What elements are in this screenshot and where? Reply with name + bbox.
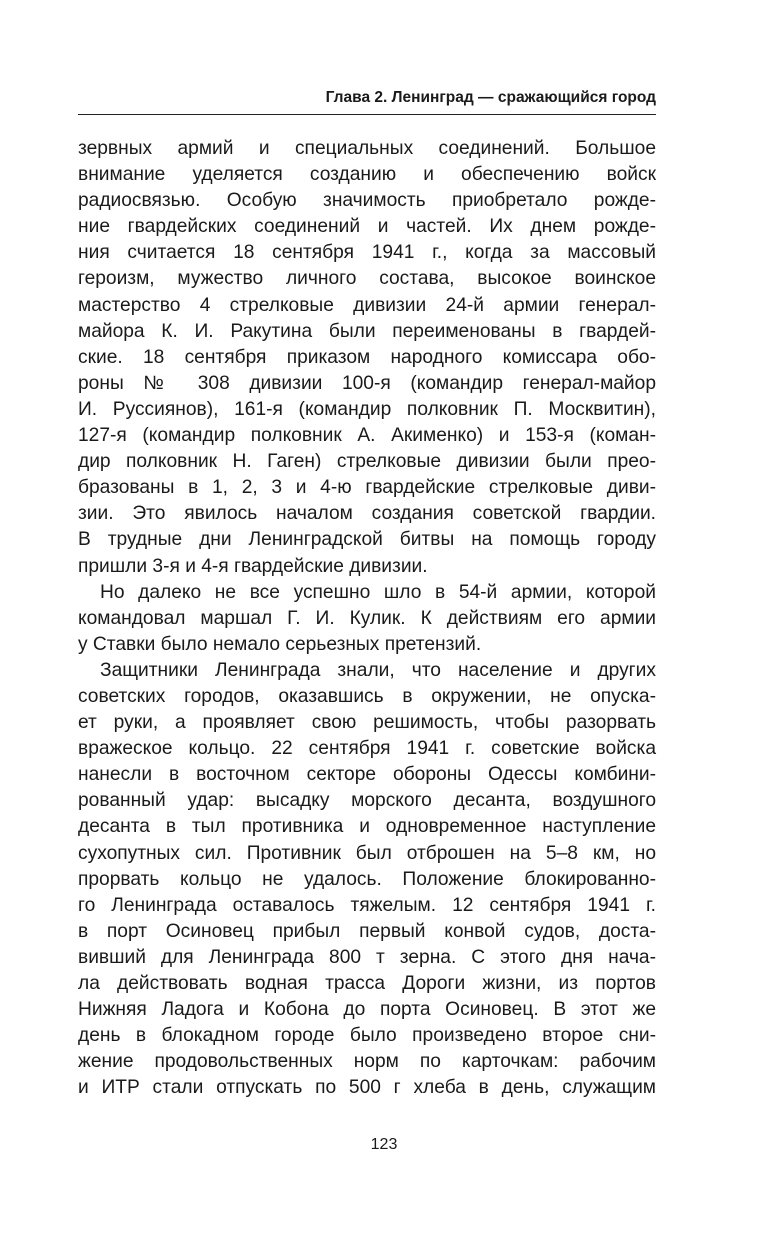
paragraph-first-line: Но далеко не все успешно шло в 54-й армии, которой [100, 581, 656, 603]
text-line: вивший для Ленинграда 800 т зерна. С этого дня нача- [78, 946, 656, 968]
text-line: радиосвязью. Особую значимость приобретало рожде- [78, 190, 656, 212]
text-line: вражеское кольцо. 22 сентября 1941 г. советские войска [78, 738, 656, 760]
text-line: ния считается 18 сентября 1941 г., когда за массовый [78, 242, 656, 264]
text-line: рованный удар: высадку морского десанта, воздушного [78, 790, 656, 812]
text-line: десанта в тыл противника и одновременное наступление [78, 816, 656, 838]
running-title: Глава 2. Ленинград — сражающийся город [325, 89, 656, 106]
text-line: командовал маршал Г. И. Кулик. К действиям его армии [78, 607, 656, 629]
running-header [78, 88, 656, 115]
text-line: майора К. И. Ракутина были переименованы в гвардей- [78, 320, 656, 342]
text-line: зии. Это явилось началом создания советской гвардии. [78, 503, 656, 525]
text-line: и ИТР стали отпускать по 500 г хлеба в день, служащим [78, 1077, 656, 1099]
body-text [78, 136, 656, 1101]
text-line: советских городов, оказавшись в окружении, не опуска- [78, 685, 656, 707]
text-line: пришли 3-я и 4-я гвардейские дивизии. [78, 555, 428, 577]
text-line: дир полковник Н. Гаген) стрелковые дивизии были прео- [78, 451, 656, 473]
text-line: И. Руссиянов), 161-я (командир полковник П. Москвитин), [78, 398, 656, 420]
text-line: 127-я (командир полковник А. Акименко) и 153-я (коман- [78, 425, 656, 447]
text-line: у Ставки было немало серьезных претензий. [78, 633, 482, 655]
text-line: бразованы в 1, 2, 3 и 4-ю гвардейские стрелковые диви- [78, 477, 656, 499]
text-line: В трудные дни Ленинградской битвы на помощь городу [78, 529, 656, 551]
page-number: 123 [370, 1136, 398, 1153]
text-line: нанесли в восточном секторе обороны Одессы комбини- [78, 764, 656, 786]
text-line: сухопутных сил. Противник был отброшен на 5–8 км, но [78, 842, 656, 864]
text-line: мастерство 4 стрелковые дивизии 24-й армии генерал- [78, 294, 656, 316]
text-line: ла действовать водная трасса Дороги жизни, из портов [78, 973, 656, 994]
text-line: роны № 308 дивизии 100-я (командир генерал-майор [78, 372, 656, 394]
text-line: в порт Осиновец прибыл первый конвой судов, доста- [78, 920, 656, 942]
text-line: внимание уделяется созданию и обеспечению войск [78, 164, 656, 186]
text-line: Нижняя Ладога и Кобона до порта Осиновец. В этот же [78, 999, 656, 1021]
text-line: жение продовольственных норм по карточкам: рабочим [78, 1051, 656, 1073]
text-line: героизм, мужество личного состава, высокое воинское [78, 268, 656, 290]
text-line: ские. 18 сентября приказом народного комиссара обо- [78, 346, 656, 368]
text-line: прорвать кольцо не удалось. Положение блокированно- [78, 868, 656, 890]
paragraph-first-line: Защитники Ленинграда знали, что население и других [100, 659, 656, 681]
text-line: ние гвардейских соединений и частей. Их днем рожде- [78, 216, 656, 238]
text-line: ет руки, а проявляет свою решимость, чтобы разорвать [78, 712, 656, 734]
text-line: зервных армий и специальных соединений. Большое [78, 138, 656, 159]
text-line: го Ленинграда оставалось тяжелым. 12 сентября 1941 г. [78, 894, 656, 916]
text-line: день в блокадном городе было произведено второе сни- [78, 1025, 656, 1047]
